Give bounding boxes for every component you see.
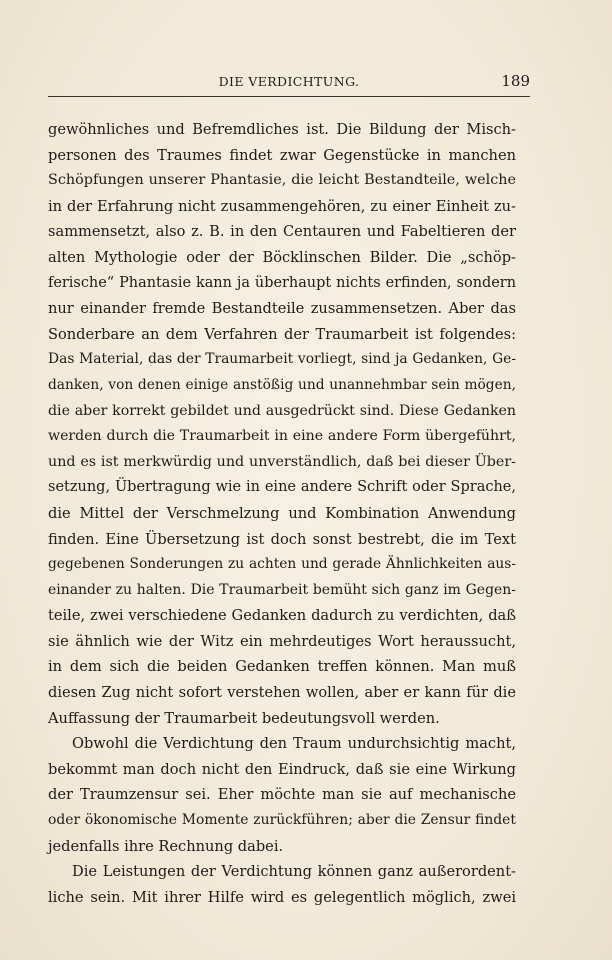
- text-line: in der Erfahrung nicht zusammengehören, zu einer Einheit zu-: [48, 197, 516, 215]
- running-head: [48, 72, 530, 94]
- text-line: die Mittel der Verschmelzung und Kombination Anwendung: [48, 504, 516, 522]
- body-text: [48, 117, 516, 910]
- header-rule: [48, 96, 530, 97]
- text-line: Die Leistungen der Verdichtung können ganz außerordent-: [72, 863, 516, 881]
- text-line: gegebenen Sonderungen zu achten und gerade Ähnlichkeiten aus-: [48, 556, 516, 573]
- text-line: Schöpfungen unserer Phantasie, die leicht Bestandteile, welche: [48, 172, 516, 189]
- text-line: und es ist merkwürdig und unverständlich, daß bei dieser Über-: [48, 453, 516, 470]
- text-line: finden. Eine Übersetzung ist doch sonst bestrebt, die im Text: [48, 530, 516, 548]
- text-line: danken, von denen einige anstößig und unannehmbar sein mögen,: [48, 376, 516, 393]
- text-line: der Traumzensur sei. Eher möchte man sie auf mechanische: [48, 786, 516, 804]
- text-line: gewöhnliches und Befremdliches ist. Die Bildung der Misch-: [48, 121, 516, 138]
- text-line: sammensetzt, also z. B. in den Centauren und Fabeltieren der: [48, 223, 516, 241]
- text-line: jedenfalls ihre Rechnung dabei.: [48, 837, 284, 855]
- text-line: Das Material, das der Traumarbeit vorliegt, sind ja Gedanken, Ge-: [48, 351, 516, 368]
- text-line: Obwohl die Verdichtung den Traum undurchsichtig macht,: [72, 735, 516, 753]
- text-line: liche sein. Mit ihrer Hilfe wird es gelegentlich möglich, zwei: [48, 888, 516, 906]
- text-line: setzung, Übertragung wie in eine andere Schrift oder Sprache,: [48, 479, 516, 496]
- text-line: diesen Zug nicht sofort verstehen wollen, aber er kann für die: [48, 684, 516, 702]
- text-line: sie ähnlich wie der Witz ein mehrdeutiges Wort heraussucht,: [48, 632, 516, 650]
- text-line: einander zu halten. Die Traumarbeit bemüht sich ganz im Gegen-: [48, 581, 516, 598]
- text-line: ferische“ Phantasie kann ja überhaupt nichts erfinden, sondern: [48, 274, 516, 291]
- text-line: Auffassung der Traumarbeit bedeutungsvoll werden.: [48, 709, 440, 727]
- text-line: alten Mythologie oder der Böcklinschen Bilder. Die „schöp-: [48, 248, 516, 266]
- text-line: nur einander fremde Bestandteile zusammensetzen. Aber das: [48, 300, 516, 318]
- text-line: werden durch die Traumarbeit in eine andere Form übergeführt,: [48, 428, 516, 445]
- page-number: 189: [501, 72, 530, 90]
- text-line: oder ökonomische Momente zurückführen; aber die Zensur findet: [48, 812, 516, 829]
- text-line: teile, zwei verschiedene Gedanken dadurch zu verdichten, daß: [48, 607, 516, 625]
- text-line: personen des Traumes findet zwar Gegenstücke in manchen: [48, 146, 516, 164]
- text-line: die aber korrekt gebildet und ausgedrückt sind. Diese Gedanken: [48, 402, 516, 419]
- text-line: Sonderbare an dem Verfahren der Traumarbeit ist folgendes:: [48, 325, 516, 343]
- text-line: bekommt man doch nicht den Eindruck, daß sie eine Wirkung: [48, 760, 516, 778]
- running-title: DIE VERDICHTUNG.: [218, 74, 360, 89]
- text-line: in dem sich die beiden Gedanken treffen können. Man muß: [48, 658, 516, 676]
